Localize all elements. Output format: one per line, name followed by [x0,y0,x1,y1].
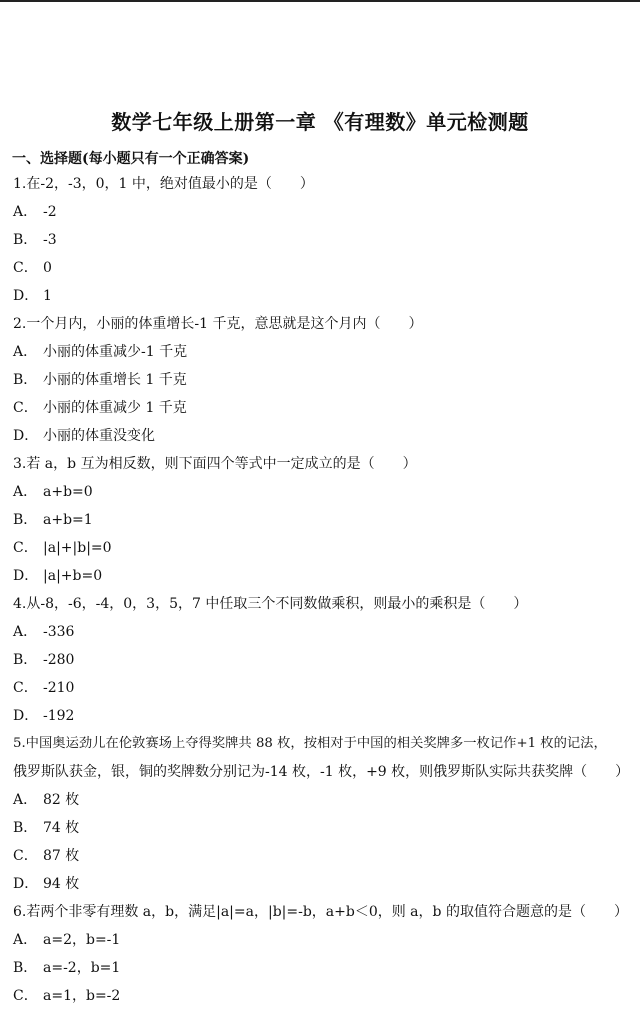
option-row [13,506,633,534]
question-stem: 4.从-8，-6，-4，0，3，5，7 中任取三个不同数做乘积，则最小的乘积是（ ） [13,596,528,612]
option-text: -336 [43,624,75,640]
option-letter: C． [13,680,38,696]
option-row [13,674,633,702]
option-row [13,254,633,282]
option-row [13,702,633,730]
option-text: 1 [43,288,52,304]
option-text: a=2，b=-1 [43,932,121,948]
option-row [13,338,633,366]
option-row [13,646,633,674]
option-text: -280 [43,652,75,668]
option-letter: D． [13,708,39,724]
option-letter: C． [13,988,38,1004]
question-list [13,170,633,1010]
option-row [13,478,633,506]
option-letter: A． [13,204,38,220]
option-row [13,954,633,982]
option-text: 94 枚 [43,876,80,892]
option-text: |a|+b=0 [43,568,103,584]
option-letter: D． [13,288,39,304]
option-text: 0 [43,260,52,276]
option-row [13,422,633,450]
option-letter: B． [13,820,38,836]
question-stem: 5.中国奥运劲儿在伦敦赛场上夺得奖牌共 88 枚，按相对于中国的相关奖牌多一枚记作+1 枚的记法， [13,736,607,751]
option-row [13,786,633,814]
question-stem-continued: 俄罗斯队获金，银，铜的奖牌数分别记为-14 枚，-1 枚，+9 枚，则俄罗斯队实际共获奖牌（ ） [13,764,630,780]
option-text: -192 [43,708,75,724]
option-letter: D． [13,876,39,892]
option-row [13,562,633,590]
option-row [13,394,633,422]
option-letter: B． [13,652,38,668]
option-text: 小丽的体重减少-1 千克 [43,344,188,360]
option-row [13,926,633,954]
option-text: 82 枚 [43,792,80,808]
option-letter: C． [13,848,38,864]
option-letter: A． [13,344,38,360]
section-heading: 一、选择题(每小题只有一个正确答案) [12,151,250,167]
option-letter: A． [13,932,38,948]
option-row [13,282,633,310]
option-letter: A． [13,484,38,500]
option-text: a=-2，b=1 [43,960,121,976]
option-letter: A． [13,624,38,640]
option-text: 74 枚 [43,820,80,836]
option-text: 小丽的体重没变化 [43,428,155,444]
option-letter: C． [13,540,38,556]
option-row [13,226,633,254]
question-stem: 6.若两个非零有理数 a，b，满足|a|=a，|b|=-b，a+b＜0，则 a，b 的取值符合题意的是（ ） [13,904,628,920]
option-text: a=1，b=-2 [43,988,121,1004]
option-row [13,618,633,646]
option-letter: B． [13,232,38,248]
question-stem: 2.一个月内，小丽的体重增长-1 千克，意思就是这个月内（ ） [13,316,423,332]
question-stem: 1.在-2，-3，0，1 中，绝对值最小的是（ ） [13,176,314,192]
option-text: 小丽的体重减少 1 千克 [43,400,187,416]
option-letter: C． [13,260,38,276]
option-row [13,198,633,226]
top-rule [0,0,640,2]
option-letter: B． [13,512,38,528]
option-letter: B． [13,960,38,976]
option-row [13,870,633,898]
option-letter: D． [13,428,39,444]
option-text: -2 [43,204,57,220]
option-text: -210 [43,680,75,696]
option-text: -3 [43,232,57,248]
option-text: |a|+|b|=0 [43,540,112,556]
option-row [13,814,633,842]
option-letter: A． [13,792,38,808]
option-row [13,534,633,562]
option-row [13,366,633,394]
option-row [13,982,633,1010]
option-letter: D． [13,568,39,584]
option-text: 小丽的体重增长 1 千克 [43,372,187,388]
option-text: 87 枚 [43,848,80,864]
question-stem: 3.若 a，b 互为相反数，则下面四个等式中一定成立的是（ ） [13,456,417,472]
option-letter: C． [13,400,38,416]
option-letter: B． [13,372,38,388]
option-row [13,842,633,870]
option-text: a+b=1 [43,512,93,528]
page-title: 数学七年级上册第一章 《有理数》单元检测题 [111,110,529,134]
option-text: a+b=0 [43,484,93,500]
